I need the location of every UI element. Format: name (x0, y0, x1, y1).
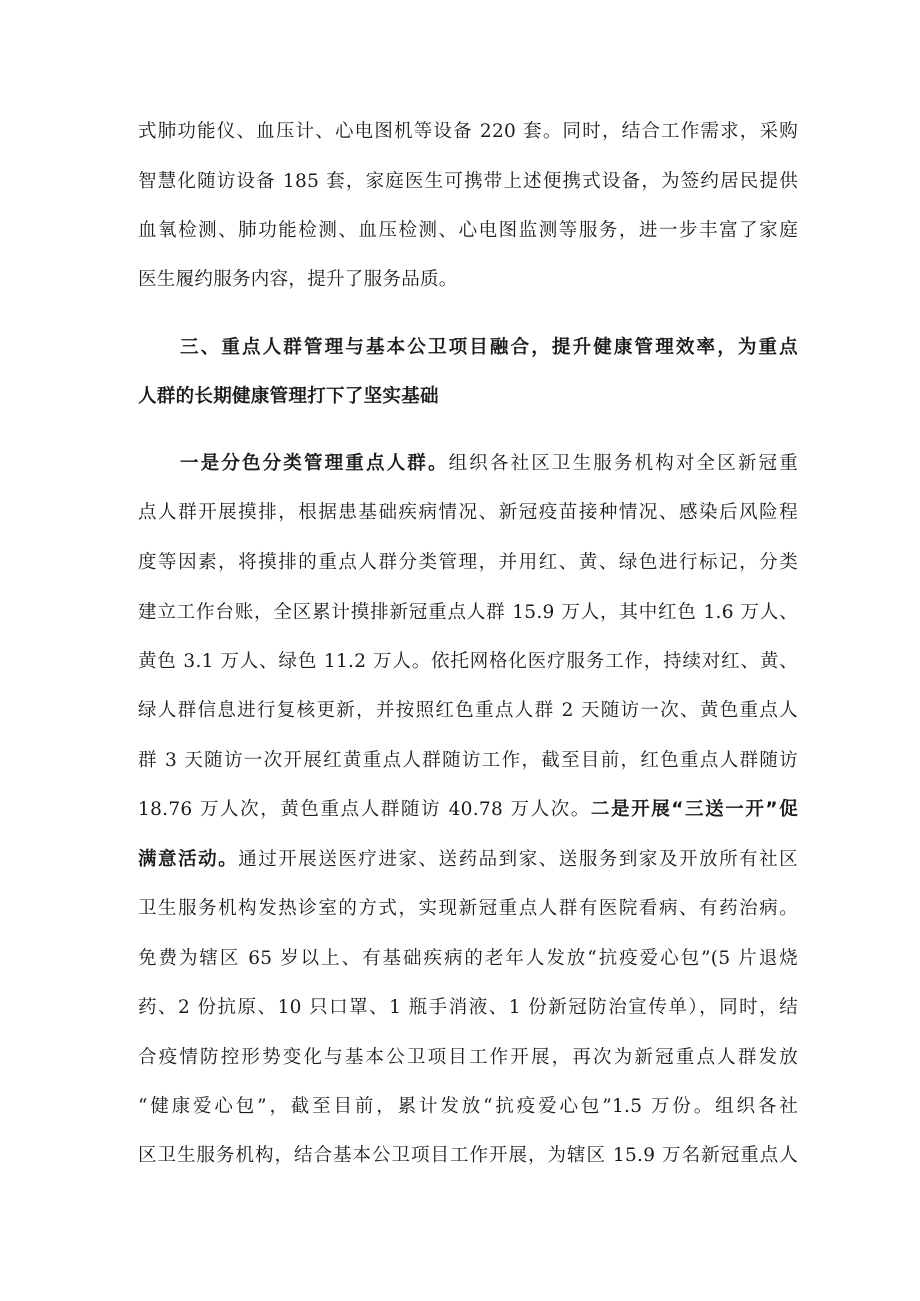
section-heading-line-2: 人群的长期健康管理打下了坚实基础 (138, 386, 439, 407)
paragraph1-line-3: 血氧检测、肺功能检测、血压检测、心电图监测等服务，进一步丰富了家庭 (138, 220, 798, 241)
paragraph2-line-7: 群 3 天随访一次开展红黄重点人群随访工作，截至目前，红色重点人群随访 (138, 750, 798, 771)
bold-lead-1: 一是分色分类管理重点人群。 (180, 453, 449, 474)
bold-lead-2-start: 二是开展“三送一开”促 (590, 799, 798, 820)
paragraph2-line-5: 黄色 3.1 万人、绿色 11.2 万人。依托网格化医疗服务工作，持续对红、黄、 (138, 651, 798, 672)
paragraph2-line-13: 合疫情防控形势变化与基本公卫项目工作开展，再次为新冠重点人群发放 (138, 1047, 798, 1068)
bold-lead-2-end: 满意活动。 (138, 849, 239, 870)
paragraph1-line-2: 智慧化随访设备 185 套，家庭医生可携带上述便携式设备，为签约居民提供 (138, 171, 798, 192)
paragraph2-line-14: “健康爱心包”，截至目前，累计发放“抗疫爱心包”1.5 万份。组织各社 (138, 1096, 798, 1117)
paragraph2-line-11: 免费为辖区 65 岁以上、有基础疾病的老年人发放“抗疫爱心包”(5 片退烧 (138, 948, 798, 969)
paragraph2-line-3: 度等因素，将摸排的重点人群分类管理，并用红、黄、绿色进行标记，分类 (138, 552, 798, 573)
paragraph2-line-4: 建立工作台账，全区累计摸排新冠重点人群 15.9 万人，其中红色 1.6 万人、 (138, 602, 798, 623)
paragraph2-line-15: 区卫生服务机构，结合基本公卫项目工作开展，为辖区 15.9 万名新冠重点人 (138, 1145, 798, 1166)
paragraph2-line-6: 绿人群信息进行复核更新，并按照红色重点人群 2 天随访一次、黄色重点人 (138, 700, 798, 721)
paragraph2-line-8-normal: 18.76 万人次，黄色重点人群随访 40.78 万人次。 (138, 799, 591, 820)
section-heading-line-1: 三、重点人群管理与基本公卫项目融合，提升健康管理效率，为重点 (180, 337, 798, 358)
paragraph2-line-9 (138, 848, 798, 872)
paragraph1-line-1: 式肺功能仪、血压计、心电图机等设备 220 套。同时，结合工作需求，采购 (138, 121, 798, 142)
paragraph1-line-4: 医生履约服务内容，提升了服务品质。 (138, 269, 458, 290)
paragraph2-line-12: 药、2 份抗原、10 只口罩、1 瓶手消液、1 份新冠防治宣传单），同时，结 (138, 997, 798, 1018)
paragraph2-line-1-rest: 组织各社区卫生服务机构对全区新冠重 (448, 453, 798, 474)
paragraph2-line-2: 点人群开展摸排，根据患基础疾病情况、新冠疫苗接种情况、感染后风险程 (138, 502, 798, 523)
paragraph2-line-8 (138, 798, 798, 822)
paragraph2-line-9-rest: 通过开展送医疗进家、送药品到家、送服务到家及开放所有社区 (238, 849, 798, 870)
paragraph2-line-1 (180, 452, 798, 476)
paragraph2-line-10: 卫生服务机构发热诊室的方式，实现新冠重点人群有医院看病、有药治病。 (138, 898, 798, 919)
